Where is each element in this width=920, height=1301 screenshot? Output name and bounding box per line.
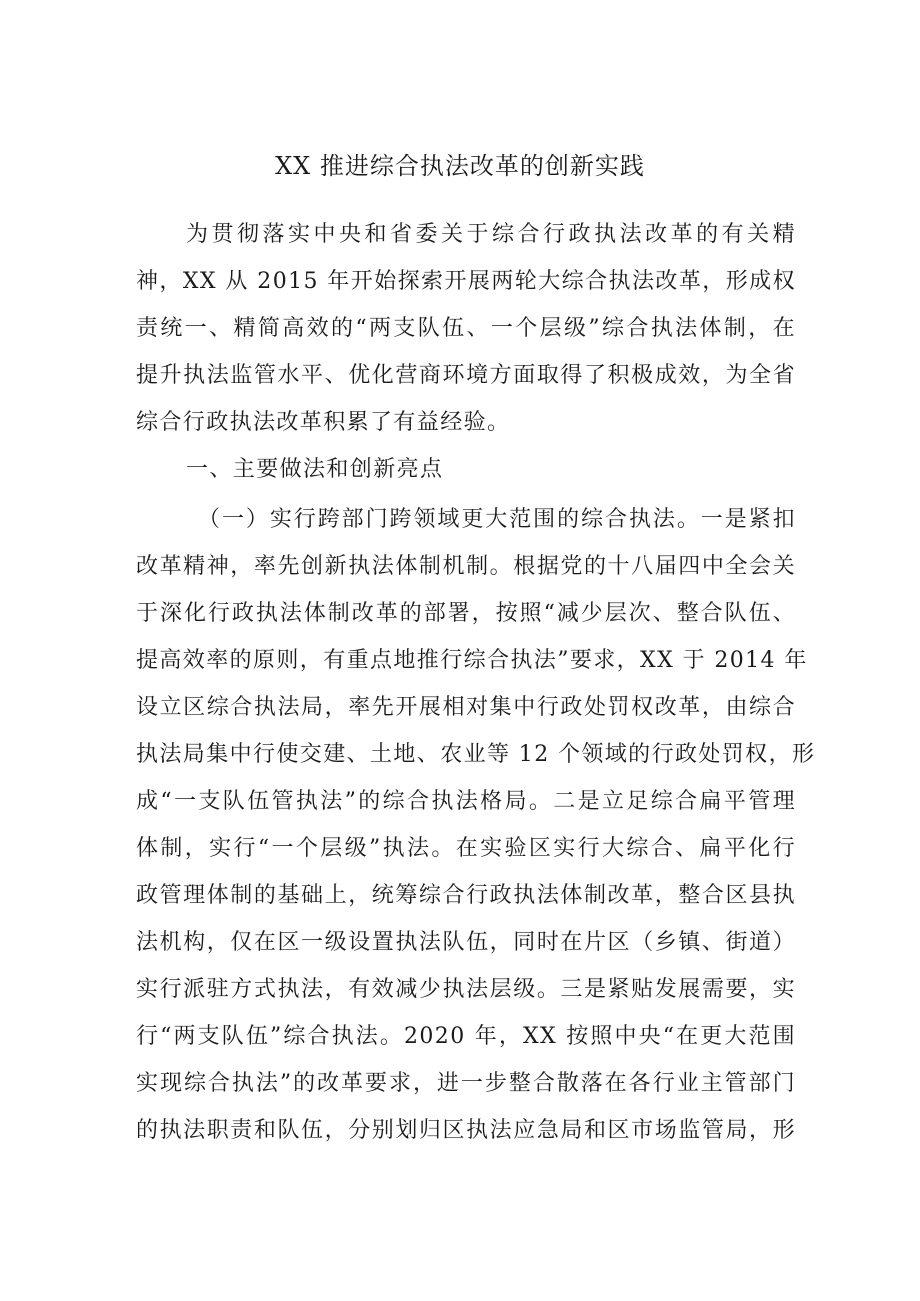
paragraph-line: 于深化行政执法体制改革的部署，按照“减少层次、整合队伍、 [136, 601, 796, 626]
paragraph-line: 综合行政执法改革积累了有益经验。 [136, 410, 511, 435]
paragraph-line: 责统一、精简高效的“两支队伍、一个层级”综合执法体制，在 [136, 316, 796, 341]
paragraph-line: 设立区综合执法局，率先开展相对集中行政处罚权改革，由综合 [136, 695, 796, 720]
document-title: XX 推进综合执法改革的创新实践 [275, 152, 645, 180]
paragraph-line: 为贯彻落实中央和省委关于综合行政执法改革的有关精 [186, 222, 796, 247]
paragraph-line: 提高效率的原则，有重点地推行综合执法”要求，XX 于 2014 年 [136, 648, 808, 673]
paragraph-line: 提升执法监管水平、优化营商环境方面取得了积极成效，为全省 [136, 363, 796, 388]
paragraph-line: 的执法职责和队伍，分别划归区执法应急局和区市场监管局，形 [136, 1118, 796, 1143]
section-heading [136, 446, 796, 493]
paragraph-line: 改革精神，率先创新执法体制机制。根据党的十八届四中全会关 [136, 554, 796, 579]
paragraph-line: （一）实行跨部门跨领域更大范围的综合执法。一是紧扣 [198, 507, 796, 532]
body-paragraph [136, 496, 816, 1154]
paragraph-line: 执法局集中行使交建、土地、农业等 12 个领域的行政处罚权，形 [136, 742, 816, 767]
paragraph-line: 政管理体制的基础上，统筹综合行政执法体制改革，整合区县执 [136, 883, 796, 908]
paragraph-line: 体制，实行“一个层级”执法。在实验区实行大综合、扁平化行 [136, 836, 796, 861]
intro-paragraph [136, 211, 796, 446]
paragraph-line: 法机构，仅在区一级设置执法队伍，同时在片区（乡镇、街道） [136, 930, 796, 955]
paragraph-line: 行“两支队伍”综合执法。2020 年，XX 按照中央“在更大范围 [136, 1024, 796, 1049]
paragraph-line: 实行派驻方式执法，有效减少执法层级。三是紧贴发展需要，实 [136, 977, 796, 1002]
section-heading-text: 一、主要做法和创新亮点 [186, 457, 444, 482]
paragraph-line: 实现综合执法”的改革要求，进一步整合散落在各行业主管部门 [136, 1071, 796, 1096]
paragraph-line: 成“一支队伍管执法”的综合执法格局。二是立足综合扁平管理 [136, 789, 796, 814]
paragraph-line: 神，XX 从 2015 年开始探索开展两轮大综合执法改革，形成权 [136, 269, 796, 294]
